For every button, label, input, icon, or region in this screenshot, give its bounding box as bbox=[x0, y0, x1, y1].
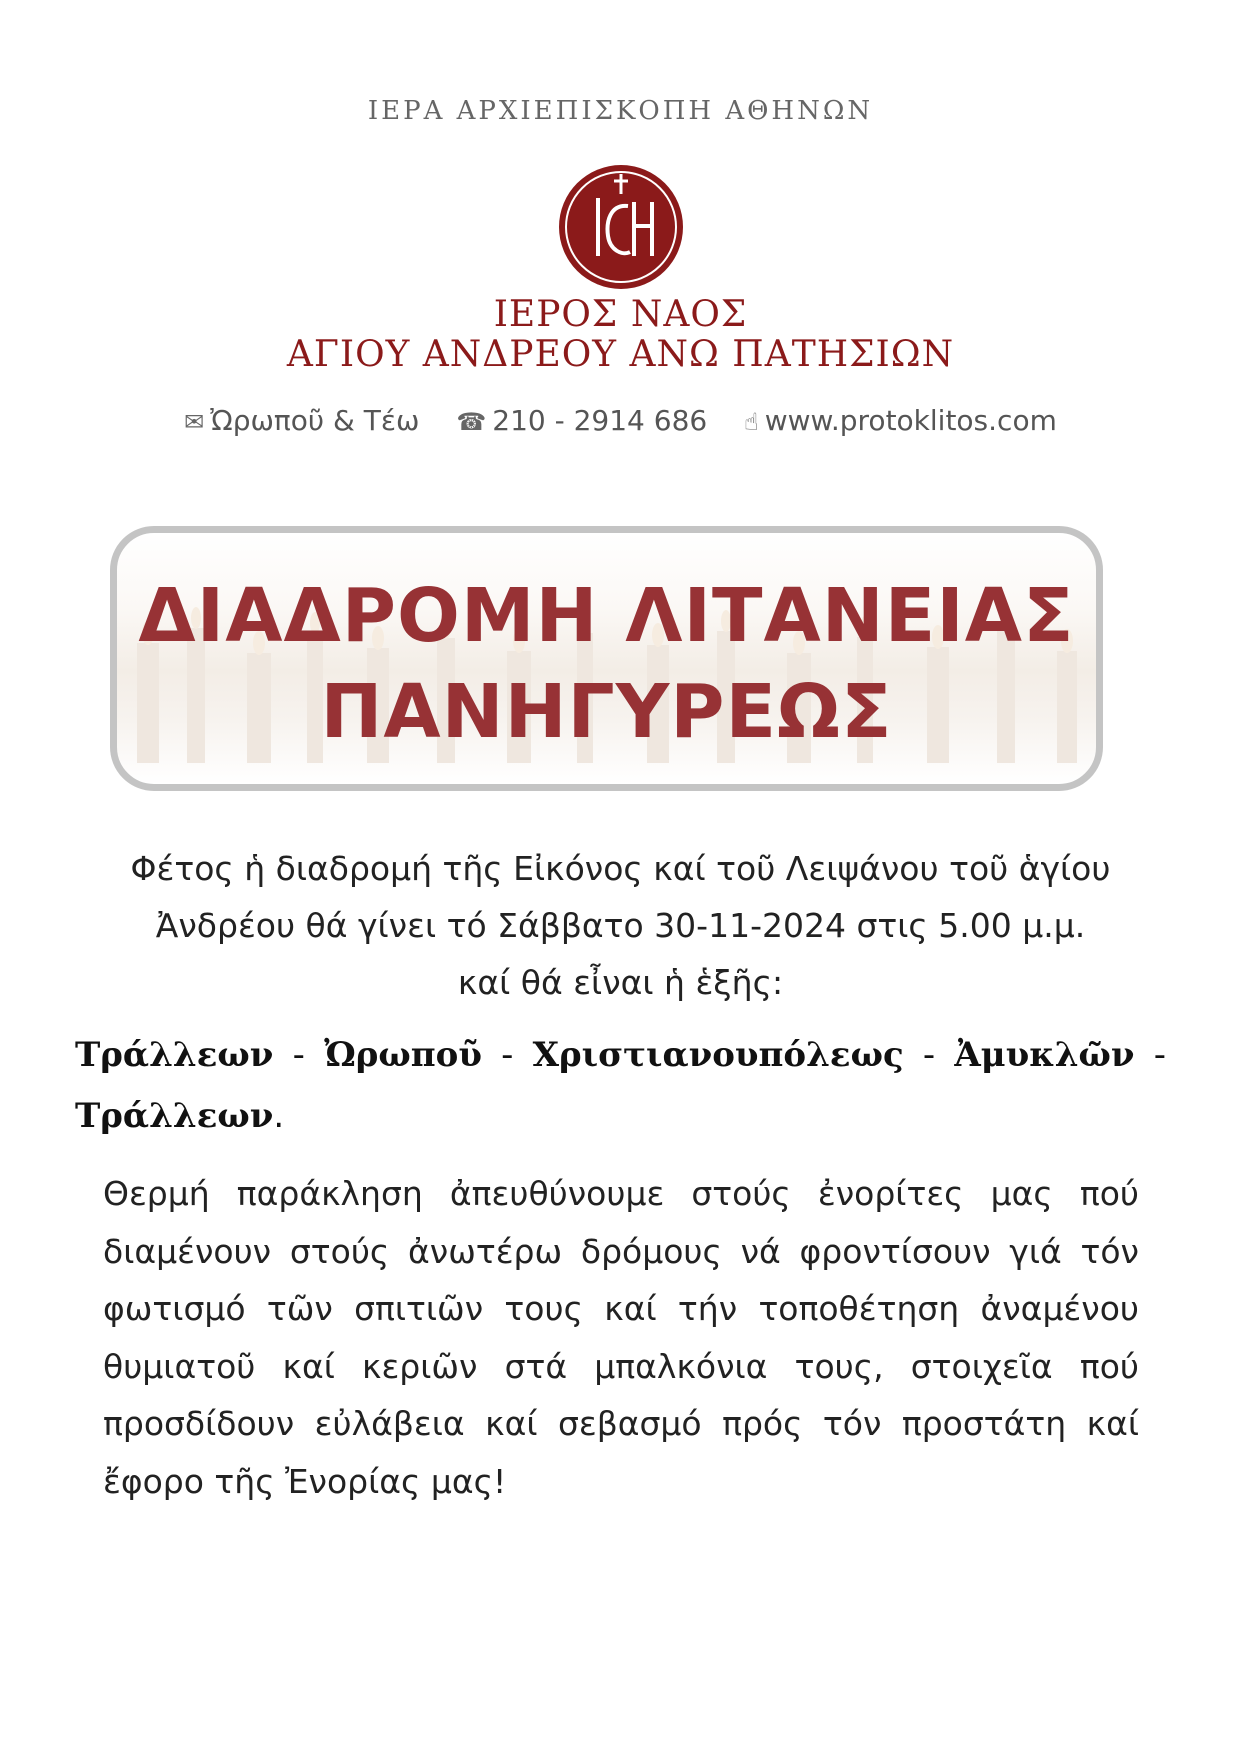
route-street-1: Τράλλεων bbox=[75, 1035, 274, 1075]
website-link[interactable]: www.protoklitos.com bbox=[764, 404, 1057, 437]
title-line2: ΠΑΝΗΓΥΡΕΩΣ bbox=[320, 669, 893, 755]
appeal-paragraph: Θερμή παράκληση ἀπευθύνουμε στούς ἐνορίτες μας πού διαμένουν στούς ἀνωτέρω δρόμους νά φροντίσουν γιά τόν φωτισμό τῶν σπιτιῶν τους καί τήν τοποθέτηση ἀναμένου θυμιατοῦ καί κεριῶν στά μπαλκόνια τους, στοιχεῖα πού προσδίδουν εὐλάβεια καί σεβασμό πρός τόν προστάτη καί ἔφορο τῆς Ἐνορίας μας! bbox=[103, 1174, 1139, 1501]
phone-item bbox=[456, 404, 707, 437]
archdiocese-heading: ΙΕΡΑ ΑΡΧΙΕΠΙΣΚΟΠΗ ΑΘΗΝΩΝ bbox=[367, 96, 874, 126]
church-name-line1: ΙΕΡΟΣ ΝΑΟΣ bbox=[493, 294, 748, 335]
church-logo-icon bbox=[558, 164, 684, 290]
route-end: . bbox=[273, 1096, 285, 1136]
title-banner bbox=[110, 526, 1103, 791]
title-line1: ΔΙΑΔΡΟΜΗ ΛΙΤΑΝΕΙΑΣ bbox=[138, 573, 1075, 659]
intro-line2: Ἀνδρέου θά γίνει τό Σάββατο 30-11-2024 στις 5.00 μ.μ. bbox=[155, 906, 1086, 945]
route-street-2: Ὠρωποῦ bbox=[324, 1035, 482, 1075]
address-item bbox=[184, 404, 419, 437]
route-separator: - bbox=[903, 1035, 955, 1075]
intro-line1: Φέτος ἡ διαδρομή τῆς Εἰκόνος καί τοῦ Λειψάνου τοῦ ἁγίου bbox=[130, 849, 1111, 888]
route-separator: - bbox=[1134, 1035, 1167, 1075]
contact-bar bbox=[0, 404, 1241, 437]
church-name-line2: ΑΓΙΟΥ ΑΝΔΡΕΟΥ ΑΝΩ ΠΑΤΗΣΙΩΝ bbox=[286, 334, 955, 375]
phone-text: 210 - 2914 686 bbox=[492, 404, 708, 437]
route-street-5: Τράλλεων bbox=[75, 1096, 274, 1136]
route-street-4: Ἀμυκλῶν bbox=[954, 1035, 1135, 1075]
intro-paragraph bbox=[100, 840, 1141, 1011]
envelope-icon: ✉ bbox=[184, 408, 205, 436]
route-separator: - bbox=[481, 1035, 533, 1075]
website-item[interactable] bbox=[744, 404, 1057, 437]
route-street-3: Χριστιανουπόλεως bbox=[532, 1035, 904, 1075]
phone-icon: ☎ bbox=[456, 408, 487, 436]
intro-line3: καί θά εἶναι ἡ ἑξῆς: bbox=[457, 963, 784, 1002]
route-separator: - bbox=[273, 1035, 325, 1075]
route-paragraph bbox=[75, 1025, 1166, 1147]
pointing-hand-icon: ☝ bbox=[744, 408, 759, 436]
address-text: Ὠρωποῦ & Τέω bbox=[210, 404, 420, 437]
